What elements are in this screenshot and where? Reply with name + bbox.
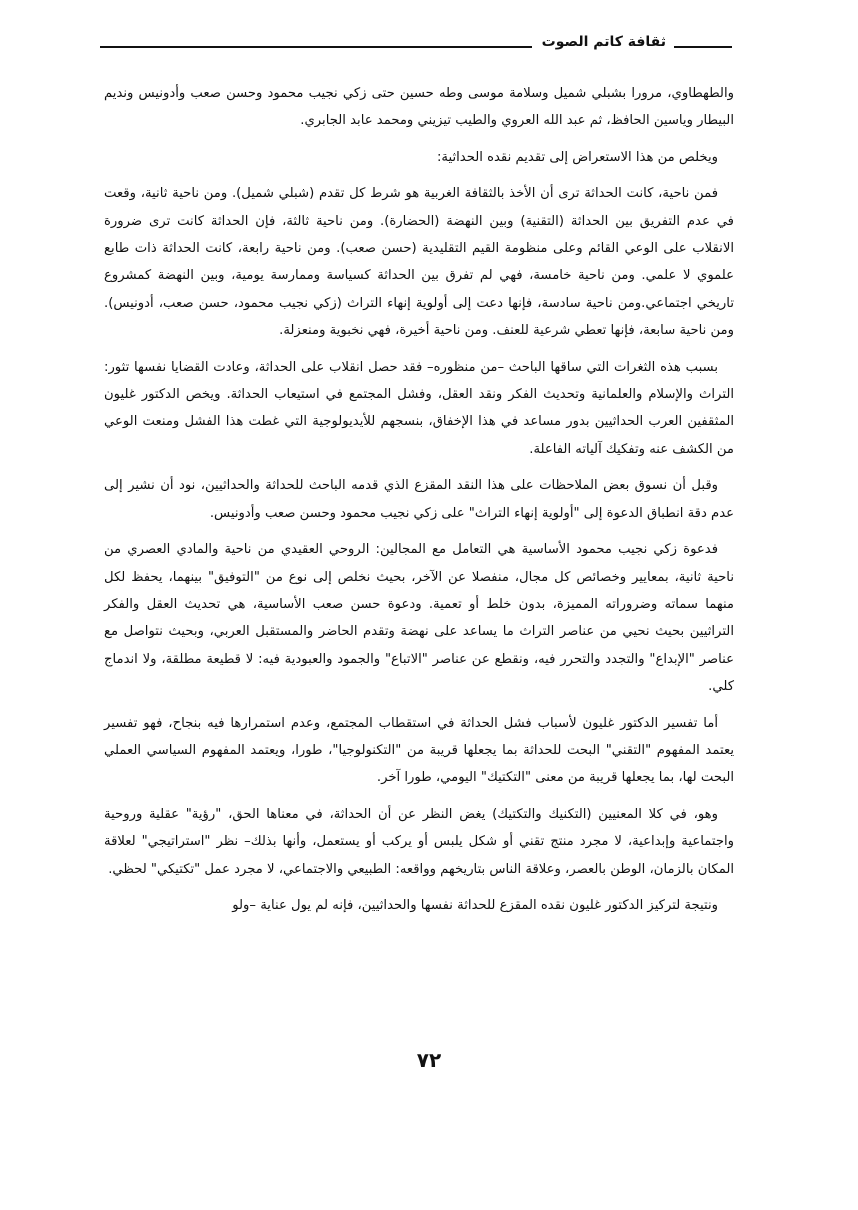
paragraph-5: وقبل أن نسوق بعض الملاحظات على هذا النقد المقزع الذي قدمه الباحث للحداثة والحداثيين، نود أن نشير إلى عدم دقة انطباق الدعوة إلى "أولوية إنهاء التراث" على زكي نجيب محمود وحسن صعب وأدونيس. <box>104 478 734 521</box>
paragraph-9: ونتيجة لتركيز الدكتور غليون نقده المقزع للحداثة نفسها والحداثيين، فإنه لم يول عناية –ولو <box>232 897 718 913</box>
paragraph-7: أما تفسير الدكتور غليون لأسباب فشل الحداثة في استقطاب المجتمع، وعدم استمرارها فيه بنجاح، فهو تفسير يعتمد المفهوم "التقني" البحت للحداثة بما يجعلها قريبة من "التكنولوجيا"، طورا، ويعتمد المفهوم السياسي العملي البحت لها، بما يجعلها قريبة من معنى "التكتيك" اليومي، طورا آخر. <box>104 715 734 786</box>
paragraph-2: ويخلص من هذا الاستعراض إلى تقديم نقده الحداثية: <box>436 149 718 165</box>
running-header-title: ثقافة كاتم الصوت <box>541 34 666 50</box>
paragraph-4: بسبب هذه الثغرات التي ساقها الباحث –من منظوره– فقد حصل انقلاب على الحداثة، وعادت القضايا نفسها تثور: التراث والإسلام والعلمانية وتحديث الفكر ونقد العقل، وفشل المجتمع في استيعاب الحداثة. ويخص الدكتور غليون المثقفين العرب الحداثيين بدور مساعد في هذا الإخفاق، بنسجهم للأيديولوجية التي غطت هذا الفشل ومنعت الوعي من الكشف عنه وتفكيك آلياته الفاعلة. <box>104 359 734 457</box>
paragraph-8: وهو، في كلا المعنيين (التكنيك والتكتيك) يغض النظر عن أن الحداثة، في معناها الحق، "رؤية" عقلية وروحية واجتماعية وإبداعية، لا مجرد منتج تقني أو شكل يلبس أو يركب أو يستعمل، وأنها بذلك– نظر "استراتيجي" لعلاقة المكان بالزمان، الوطن بالعصر، وعلاقة الناس بتاريخهم وواقعه: الطبيعي والاجتماعي، لا مجرد عمل "تكتيكي" لحظي. <box>104 806 734 877</box>
paragraph-6: فدعوة زكي نجيب محمود الأساسية هي التعامل مع المجالين: الروحي العقيدي من ناحية والمادي العصري من ناحية ثانية، بمعايير وخصائص كل مجال، منفصلا عن الآخر، بحيث نخلص إلى نوع من "التوفيق" بينهما، يحفظ لكل منهما سماته وضروراته المميزة، بدون خلط أو تعمية. ودعوة حسن صعب الأساسية، هي تحديث العقل والفكر التراثيين بحيث نحيي من عناصر التراث ما يساعد على نهضة وتقدم الحاضر والمستقبل العربي، وبحيث نتواصل مع عناصر "الإبداع" والتجدد والتحرر فيه، ونقطع عن عناصر "الاتباع" والجمود والعبودية فيه: لا قطيعة مطلقة، ولا اندماج كلي. <box>104 542 734 695</box>
paragraph-3: فمن ناحية، كانت الحداثة ترى أن الأخذ بالثقافة الغربية هو شرط كل تقدم (شبلي شميل). ومن ناحية ثانية، وقعت في عدم التفريق بين الحداثة (التقنية) وبين النهضة (الحضارة). ومن ناحية ثالثة، فإن الحداثة كانت ترى ضرورة الانقلاب على الوعي القائم وعلى منظومة القيم التقليدية (حسن صعب). ومن ناحية رابعة، كانت الحداثة ذات طابع علموي لا علمي. ومن ناحية خامسة، فهي لم تفرق بين الحداثة كسياسة وممارسة يومية، وبين النهضة كمشروع تاريخي اجتماعي.ومن ناحية سادسة، فإنها دعت إلى أولوية إنهاء التراث (زكي نجيب محمود، حسن صعب، أدونيس). ومن ناحية سابعة، فإنها تعطي شرعية للعنف. ومن ناحية أخيرة، فهي نخبوية ومنعزلة. <box>104 186 734 339</box>
running-header <box>100 32 732 56</box>
body-text <box>104 80 734 928</box>
header-rule-right <box>674 46 732 48</box>
paragraph-1: والطهطاوي، مرورا بشبلي شميل وسلامة موسى وطه حسين حتى زكي نجيب محمود وحسن صعب وأدونيس ونديم البيطار وياسين الحافظ، ثم عبد الله العروي والطيب تيزيني ومحمد عابد الجابري. <box>104 86 734 129</box>
header-rule-left <box>100 46 532 48</box>
page-number: ٧٢ <box>416 1048 442 1072</box>
